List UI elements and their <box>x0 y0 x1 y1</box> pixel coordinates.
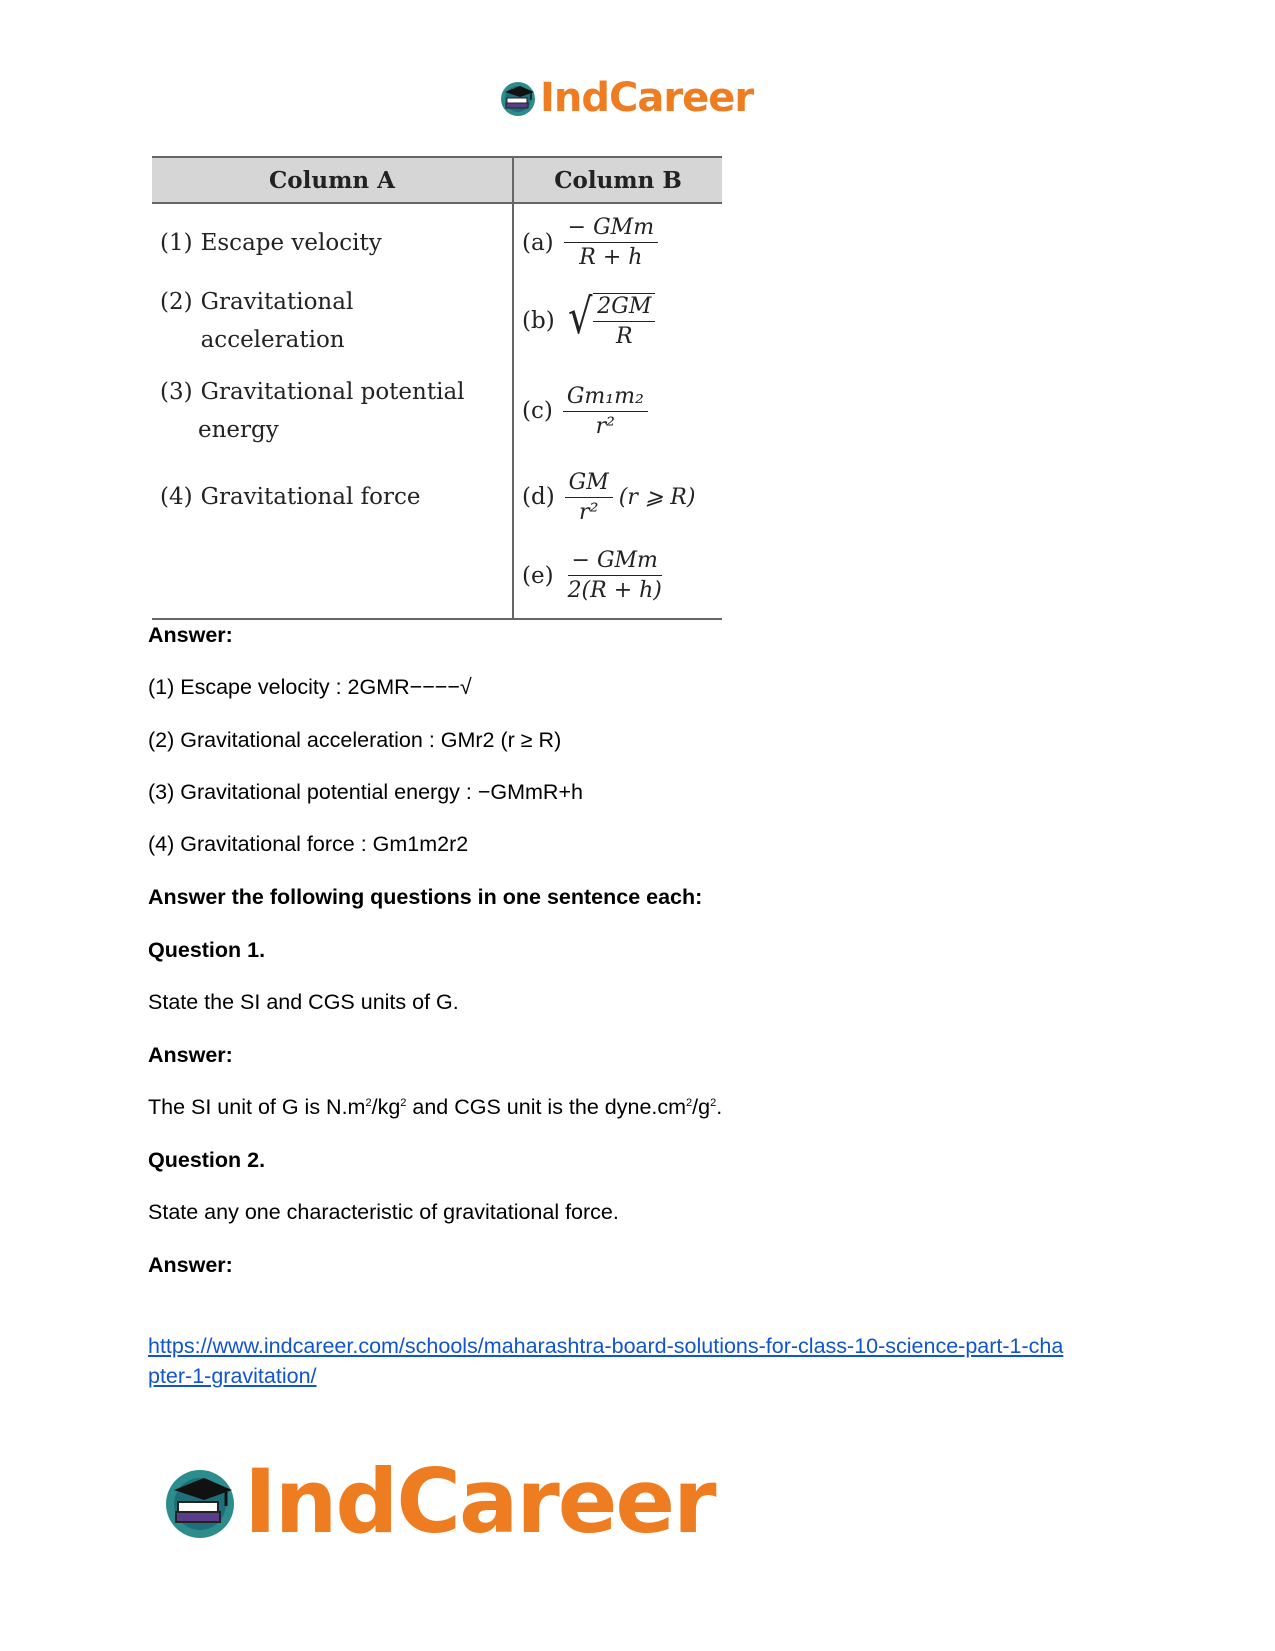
column-b-item-d: (d) $\frac{GM}{\text{r²}}$ (r ⩾ R) <box>522 469 696 525</box>
question-2-text: State any one characteristic of gravitational force. <box>148 1200 619 1224</box>
formula-fraction: $\frac{\text{− GMm}}{R + h}$ <box>564 215 658 270</box>
section-heading: Answer the following questions in one sentence each: <box>148 885 703 909</box>
formula-fraction: $\frac{GM}{\text{r²}}$ <box>565 470 613 525</box>
footer-link[interactable]: https://www.indcareer.com/schools/maharashtra-board-solutions-for-class-10-science-part-1-cha pter-1-gravitation/ <box>148 1334 1064 1388</box>
question-1-text: State the SI and CGS units of G. <box>148 990 459 1014</box>
column-b-item-e: (e) $\frac{\text{− GMm}}{2(R + h)}$ <box>522 548 714 603</box>
question-2-answer-label: Answer: <box>148 1253 233 1277</box>
answer-line-1: (1) Escape velocity : 2GMR−−−−√ <box>148 675 472 699</box>
column-a-item-1: (1) Escape velocity <box>160 229 382 256</box>
formula-fraction: $\frac{\text{Gm₁m₂}}{\text{r²}}$ <box>563 384 648 439</box>
footer-logo <box>160 1450 715 1553</box>
match-table <box>152 156 722 620</box>
question-1-label: Question 1. <box>148 938 266 962</box>
answer-line-4: (4) Gravitational force : Gm1m2r2 <box>148 832 469 856</box>
question-2-label: Question 2. <box>148 1148 266 1172</box>
radical-sign: √ <box>567 289 593 345</box>
column-b-item-a: (a) $\frac{\text{− GMm}}{R + h}$ <box>522 215 714 270</box>
question-1-answer-label: Answer: <box>148 1043 233 1067</box>
header-logo <box>498 75 754 121</box>
answer-line-2: (2) Gravitational acceleration : GMr2 (r ≥ R) <box>148 728 562 752</box>
answer-line-3: (3) Gravitational potential energy : −GMmR+h <box>148 780 583 804</box>
formula-fraction: $\frac{\text{− GMm}}{2(R + h)}$ <box>567 548 662 603</box>
graduation-cap-book-icon <box>498 78 538 118</box>
question-1-answer: The SI unit of G is $N.m^2/kg^2$ and CGS unit is the $dyne.cm^2/g^2$. <box>148 1095 723 1119</box>
header-column-b: Column B <box>513 157 722 203</box>
formula-condition: (r ⩾ R) <box>618 484 696 510</box>
answer-label: Answer: <box>148 623 233 647</box>
column-b-item-c: (c) $\frac{\text{Gm₁m₂}}{\text{r²}}$ <box>522 384 714 439</box>
header-column-a: Column A <box>152 157 513 203</box>
logo-text: IndCareer <box>540 75 754 121</box>
footer-link-block <box>148 1331 1063 1391</box>
square-root-formula: √ $\frac{2GM}{R}$ <box>565 293 656 349</box>
column-b-item-b: (b) √ $\frac{2GM}{R}$ <box>522 293 714 349</box>
column-a-item-2: (2) Gravitational acceleration <box>160 289 354 353</box>
column-a-item-4: (4) Gravitational force <box>160 484 421 510</box>
column-a-item-3: (3) Gravitational potential energy <box>160 379 465 443</box>
graduation-cap-book-icon <box>160 1462 240 1542</box>
logo-text: IndCareer <box>244 1450 715 1553</box>
